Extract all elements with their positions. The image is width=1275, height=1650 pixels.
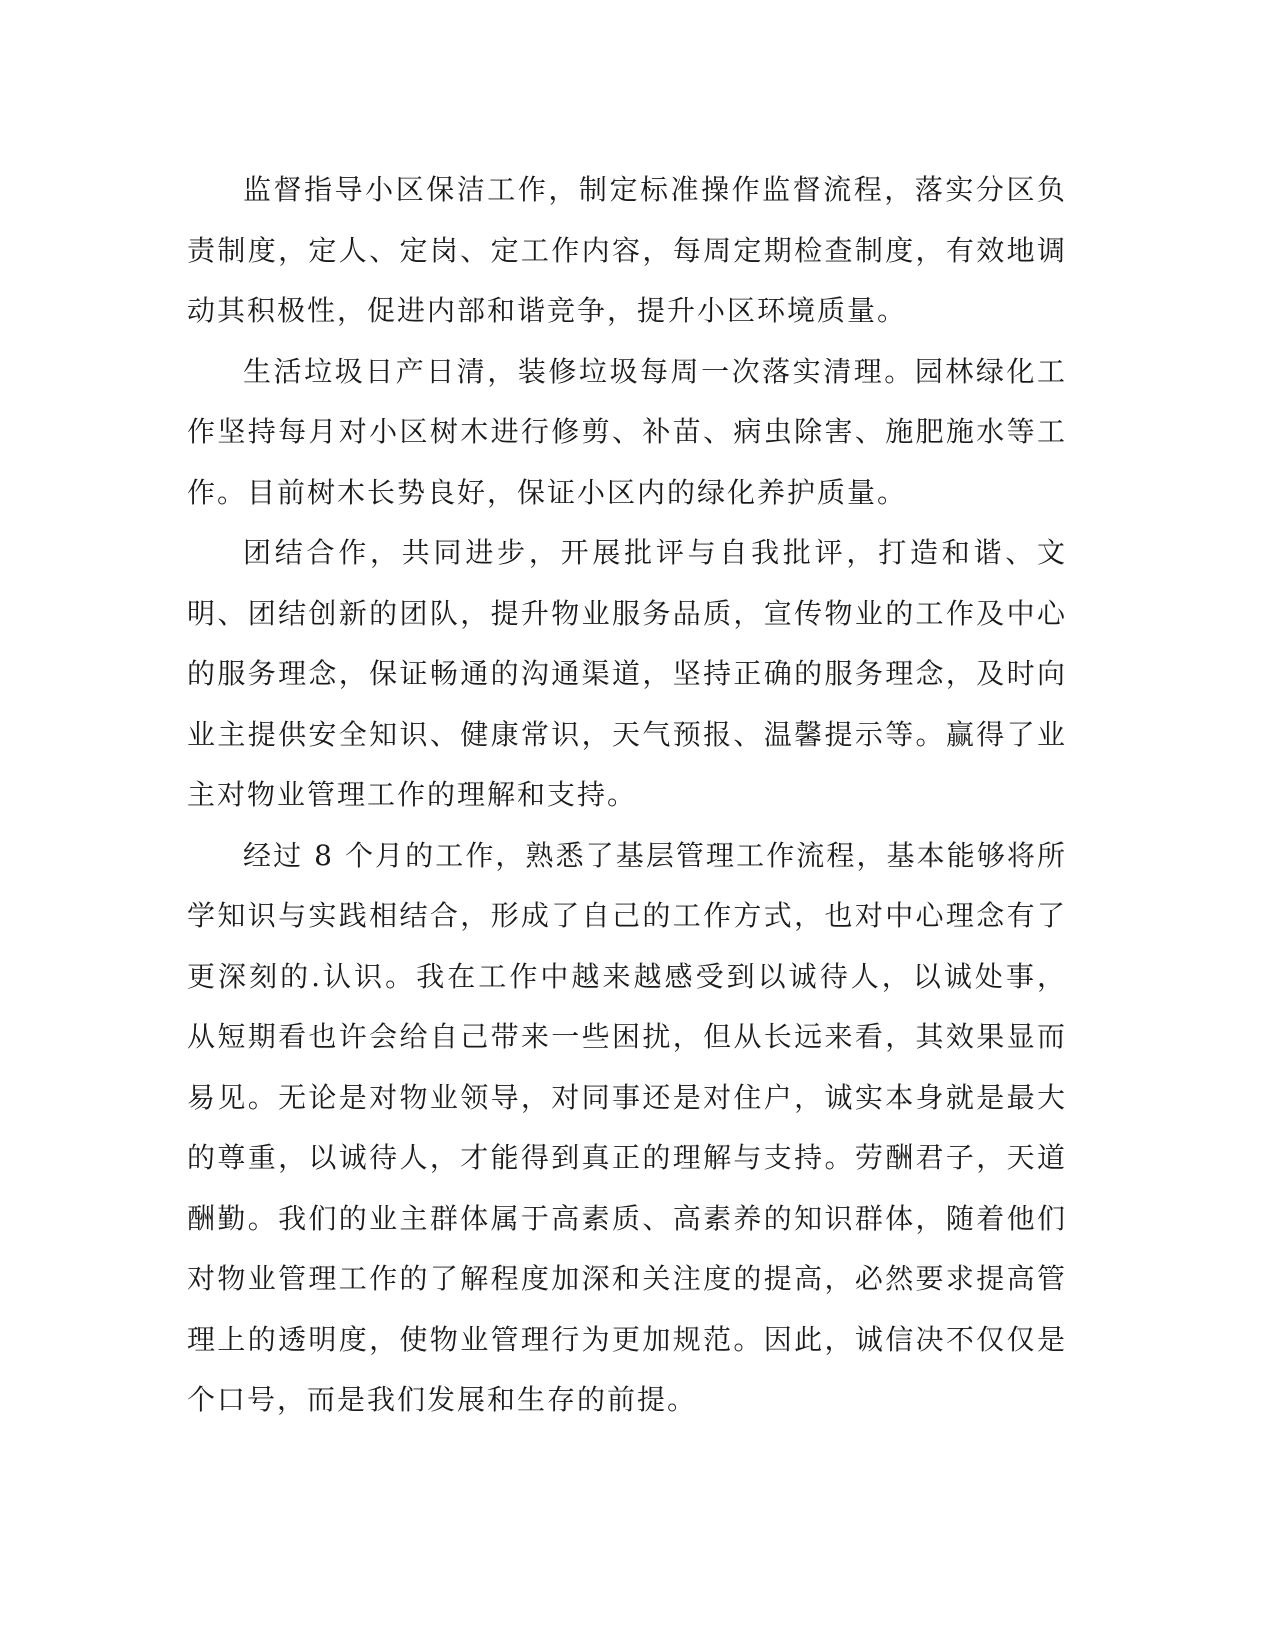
paragraph-cleaning-supervision: 监督指导小区保洁工作，制定标准操作监督流程，落实分区负责制度，定人、定岗、定工作内容，每周定期检查制度，有效地调动其积极性，促进内部和谐竞争，提升小区环境质量。 (187, 173, 1067, 327)
paragraph-work-experience: 经过 8 个月的工作，熟悉了基层管理工作流程，基本能够将所学知识与实践相结合，形成了自己的工作方式，也对中心理念有了更深刻的.认识。我在工作中越来越感受到以诚待人，以诚处事，从短期看也许会给自己带来一些困扰，但从长远来看，其效果显而易见。无论是对物业领导，对同事还是对住户，诚实本身就是最大的尊重，以诚待人，才能得到真正的理解与支持。劳酬君子，天道酬勤。我们的业主群体属于高素质、高素养的知识群体，随着他们对物业管理工作的了解程度加深和关注度的提高，必然要求提高管理上的透明度，使物业管理行为更加规范。因此，诚信决不仅仅是个口号，而是我们发展和生存的前提。 (187, 838, 1067, 1416)
document-body (187, 160, 1067, 1431)
paragraph-garbage-greening: 生活垃圾日产日清，装修垃圾每周一次落实清理。园林绿化工作坚持每月对小区树木进行修剪、补苗、病虫除害、施肥施水等工作。目前树木长势良好，保证小区内的绿化养护质量。 (187, 354, 1067, 509)
paragraph-teamwork: 团结合作，共同进步，开展批评与自我批评，打造和谐、文明、团结创新的团队，提升物业服务品质，宣传物业的工作及中心的服务理念，保证畅通的沟通渠道，坚持正确的服务理念，及时向业主提供安全知识、健康常识，天气预报、温馨提示等。赢得了业主对物业管理工作的理解和支持。 (187, 536, 1067, 811)
